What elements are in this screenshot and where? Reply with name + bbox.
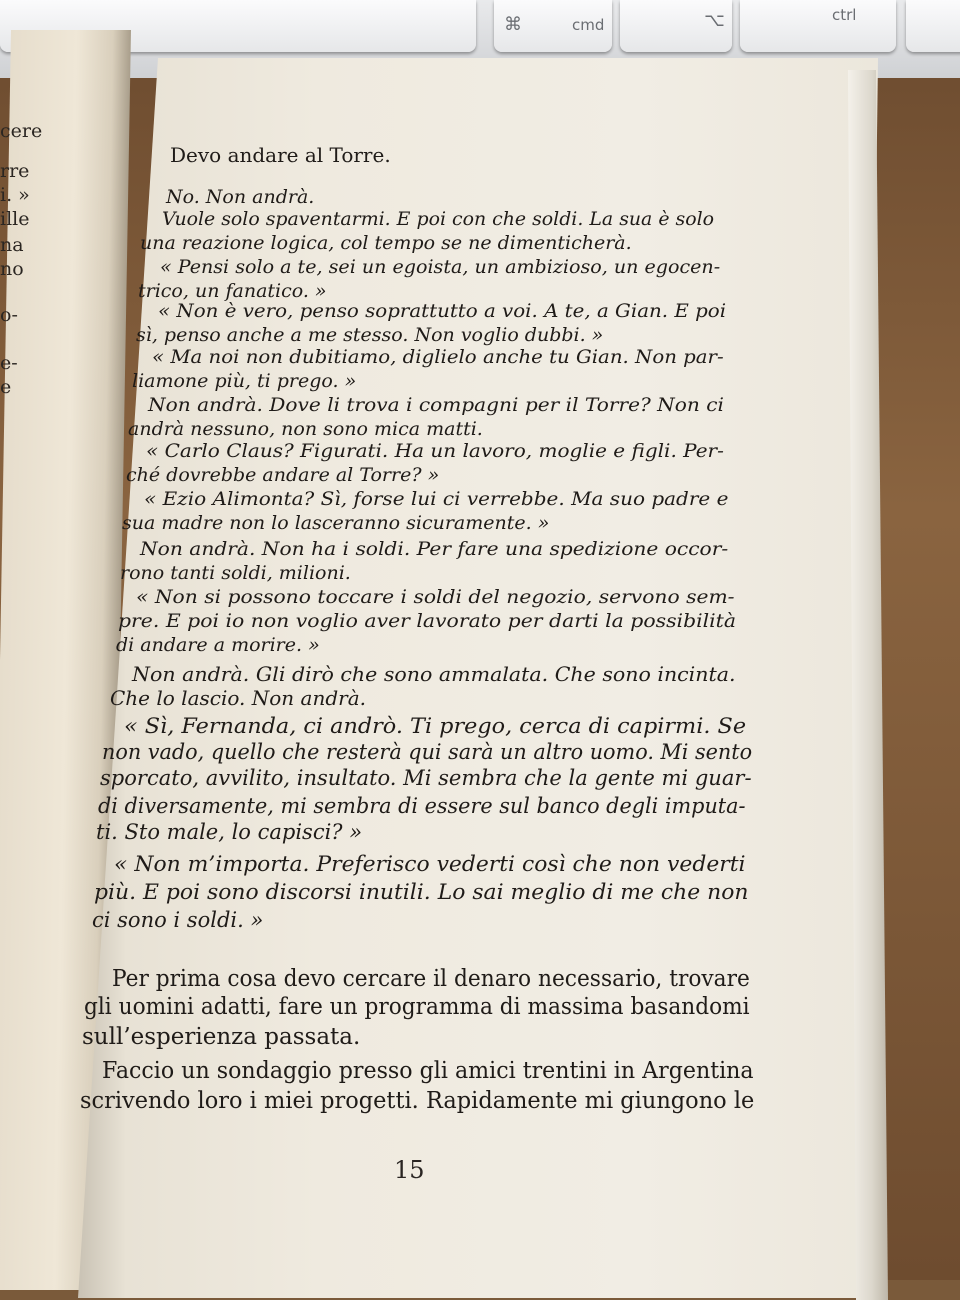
dialogue-line: Non andrà. Dove li trova i compagni per il Torre? Non ci bbox=[148, 394, 724, 416]
left-fragment: e- bbox=[0, 352, 18, 374]
dialogue-line: sua madre non lo lasceranno sicuramente. » bbox=[122, 512, 550, 534]
dialogue-line: Che lo lascio. Non andrà. bbox=[110, 686, 366, 710]
ctrl-label: ctrl bbox=[832, 6, 857, 24]
dialogue-line: di andare a morire. » bbox=[116, 634, 320, 656]
dialogue-line: di diversamente, mi sembra di essere sul banco degli imputa- bbox=[98, 794, 746, 818]
dialogue-line: « Non m’importa. Preferisco vederti così che non vederti bbox=[114, 852, 746, 876]
key-cmd[interactable] bbox=[494, 0, 612, 52]
dialogue-line: trico, un fanatico. » bbox=[138, 280, 327, 302]
left-fragment: cere bbox=[0, 120, 43, 142]
key-ctrl[interactable] bbox=[740, 0, 896, 52]
dialogue-line: Vuole solo spaventarmi. E poi con che soldi. La sua è solo bbox=[162, 208, 715, 230]
left-fragment: e bbox=[0, 376, 12, 398]
dialogue-line: sporcato, avvilito, insultato. Mi sembra che la gente mi guar- bbox=[100, 766, 752, 790]
dialogue-line: non vado, quello che resterà qui sarà un altro uomo. Mi sento bbox=[102, 740, 753, 764]
dialogue-line: ti. Sto male, lo capisci? » bbox=[96, 820, 363, 844]
dialogue-line: rono tanti soldi, milioni. bbox=[120, 562, 351, 584]
dialogue-line: « Ezio Alimonta? Sì, forse lui ci verrebbe. Ma suo padre e bbox=[144, 488, 729, 510]
left-fragment: o- bbox=[0, 304, 18, 326]
narrative-line: sull’esperienza passata. bbox=[82, 1024, 361, 1050]
dialogue-line: « Non si possono toccare i soldi del negozio, servono sem- bbox=[136, 586, 735, 608]
left-fragment: rre bbox=[0, 160, 30, 182]
key-option[interactable] bbox=[620, 0, 732, 52]
dialogue-line: Non andrà. Gli dirò che sono ammalata. Che sono incinta. bbox=[132, 662, 736, 686]
left-fragment: i. » bbox=[0, 184, 30, 206]
page-heading: Devo andare al Torre. bbox=[170, 143, 391, 167]
dialogue-line: Non andrà. Non ha i soldi. Per fare una spedizione occor- bbox=[140, 538, 729, 560]
dialogue-line: sì, penso anche a me stesso. Non voglio dubbi. » bbox=[136, 324, 604, 346]
dialogue-line: No. Non andrà. bbox=[166, 186, 315, 208]
dialogue-line: « Carlo Claus? Figurati. Ha un lavoro, moglie e figli. Per- bbox=[146, 440, 724, 462]
key-extra[interactable] bbox=[906, 0, 960, 52]
dialogue-line: più. E poi sono discorsi inutili. Lo sai meglio di me che non bbox=[94, 880, 749, 904]
dialogue-line: ci sono i soldi. » bbox=[92, 908, 264, 932]
dialogue-line: andrà nessuno, non sono mica matti. bbox=[128, 418, 483, 440]
dialogue-line: liamone più, ti prego. » bbox=[132, 370, 357, 392]
left-fragment: ille bbox=[0, 208, 30, 230]
left-fragment: na bbox=[0, 234, 24, 256]
narrative-line: Per prima cosa devo cercare il denaro necessario, trovare bbox=[112, 966, 750, 992]
dialogue-line: « Non è vero, penso soprattutto a voi. A te, a Gian. E poi bbox=[158, 300, 727, 322]
page-number: 15 bbox=[394, 1156, 425, 1184]
narrative-line: Faccio un sondaggio presso gli amici trentini in Argentina bbox=[102, 1058, 754, 1084]
cmd-icon: ⌘ bbox=[504, 14, 522, 35]
dialogue-line: ché dovrebbe andare al Torre? » bbox=[126, 464, 440, 486]
dialogue-line: una reazione logica, col tempo se ne dimenticherà. bbox=[140, 232, 632, 254]
dialogue-line: pre. E poi io non voglio aver lavorato per darti la possibilità bbox=[118, 610, 737, 632]
cmd-label: cmd bbox=[572, 16, 605, 34]
dialogue-line: « Sì, Fernanda, ci andrò. Ti prego, cerca di capirmi. Se bbox=[124, 714, 747, 738]
left-fragment: no bbox=[0, 258, 24, 280]
narrative-line: scrivendo loro i miei progetti. Rapidamente mi giungono le bbox=[80, 1088, 755, 1114]
dialogue-line: « Pensi solo a te, sei un egoista, un ambizioso, un egocen- bbox=[160, 256, 721, 278]
narrative-line: gli uomini adatti, fare un programma di massima basandomi bbox=[84, 994, 750, 1020]
option-icon: ⌥ bbox=[704, 10, 725, 31]
dialogue-line: « Ma noi non dubitiamo, diglielo anche tu Gian. Non par- bbox=[152, 346, 724, 368]
